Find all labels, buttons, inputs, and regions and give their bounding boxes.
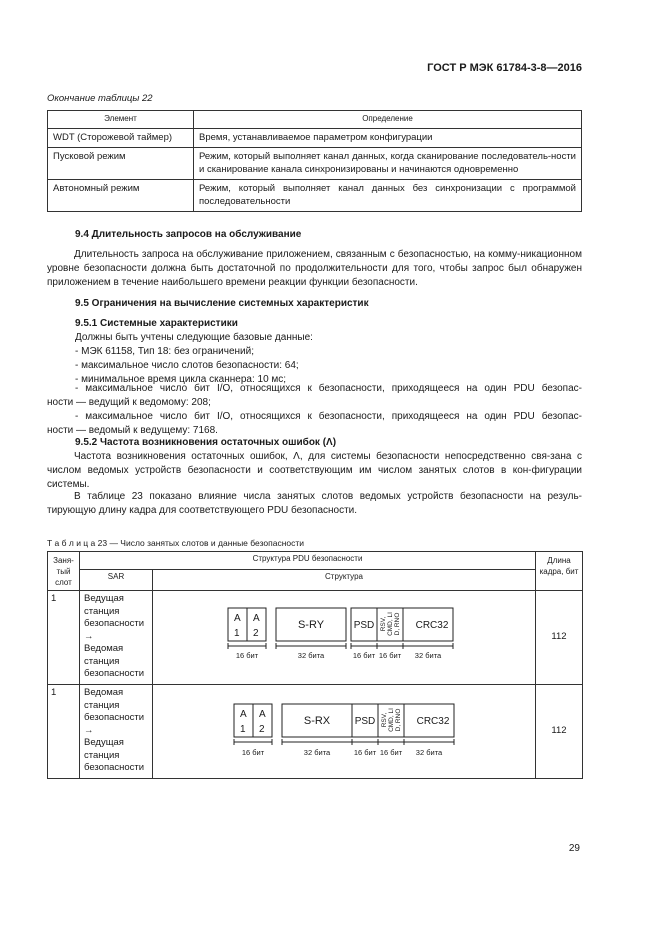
cell-element: Пусковой режим [48, 148, 194, 180]
list-item: - максимальное число бит I/O, относящихся к безопасности, приходящееся на один PDU безопас- [75, 411, 582, 422]
list-item-continuation: ности — ведомый к ведущему: 7168. [47, 425, 218, 436]
cell-frame-length: 112 [536, 591, 583, 685]
sar-line: Ведомая [84, 643, 124, 654]
table23-caption-prefix: Т а б л и ц а 23 [47, 538, 108, 548]
cell-slots: 1 [48, 591, 80, 685]
table-row [48, 180, 582, 212]
sar-line: безопасности [84, 762, 145, 773]
col-structure-header: Структура [153, 570, 536, 591]
list-item: - минимальное время цикла сканнера: 10 мс; [75, 374, 287, 385]
bits-label: 16 бит [352, 651, 376, 660]
table-row [48, 685, 583, 779]
section-9-5-2-title: 9.5.2 Частота возникновения остаточных ошибок (Λ) [75, 437, 337, 448]
field-a2-letter: A [259, 709, 266, 720]
section-9-5-title: 9.5 Ограничения на вычисление системных характеристик [75, 298, 369, 309]
cell-structure [153, 685, 536, 779]
sar-line: станция [84, 605, 120, 617]
bits-label: 32 бита [414, 651, 442, 660]
document-header: ГОСТ Р МЭК 61784-3-8—2016 [427, 62, 582, 74]
section-9-4-title: 9.4 Длительность запросов на обслуживание [75, 229, 302, 240]
field-a1-index: 1 [234, 628, 240, 639]
sar-line: станция [84, 699, 120, 711]
table23-caption-text: — Число занятых слотов и данные безопасности [107, 538, 305, 548]
field-rsv-line: RSV, [380, 616, 387, 632]
list-item: - максимальное число бит I/O, относящихся к безопасности, приходящееся на один PDU безопас- [75, 383, 582, 394]
table-header-row [48, 552, 583, 570]
table22-caption: Окончание таблицы 22 [47, 93, 153, 104]
section-9-4-text: Длительность запроса на обслуживание приложением, связанным с безопасностью, на комму-никационном уровне безопасности должна быть достаточной по продолжительности для того, чтобы запрос был обнаружен приложением в течение наибольшего времени реакции функции безопасности. [47, 249, 582, 289]
table-header-row [48, 111, 582, 129]
cell-element: WDT (Сторожевой таймер) [48, 128, 194, 148]
cell-definition: Режим, который выполняет канал данных без синхронизации с программой последовательности [194, 180, 582, 212]
list-intro: Должны быть учтены следующие базовые данные: [75, 332, 313, 343]
sar-line: станция [84, 749, 120, 761]
table-row [48, 128, 582, 148]
sar-line: безопасности [84, 668, 145, 679]
section-9-5-1-title: 9.5.1 Системные характеристики [75, 318, 238, 329]
sar-line: безопасности [84, 618, 145, 629]
col-element-header: Элемент [48, 111, 194, 129]
col-slots-header: Заня-тый слот [48, 552, 80, 591]
cell-structure [153, 591, 536, 685]
table-23 [47, 551, 583, 779]
sar-line: Ведущая [84, 593, 124, 604]
field-a2-index: 2 [253, 628, 259, 639]
field-seg-label: S-RX [303, 715, 331, 727]
field-psd-label: PSD [354, 716, 376, 727]
bits-label: 16 бит [235, 651, 259, 660]
field-rsv-line: D, RNO [395, 708, 402, 732]
field-psd-label: PSD [353, 620, 375, 631]
bits-label: 32 бита [303, 748, 331, 757]
cell-sar [80, 591, 153, 685]
field-a2-index: 2 [259, 724, 265, 735]
field-a1-letter: A [234, 613, 241, 624]
cell-definition: Время, устанавливаемое параметром конфигурации [194, 128, 582, 148]
field-a2-letter: A [253, 613, 260, 624]
sar-line: безопасности [84, 712, 145, 723]
bits-label: 16 бит [241, 748, 265, 757]
bits-label: 32 бита [297, 651, 325, 660]
page-number: 29 [568, 843, 580, 854]
col-frame-length-header: Длина кадра, бит [536, 552, 583, 591]
cell-definition: Режим, который выполняет канал данных, когда сканирование последователь-ности и сканирование канала синхронизированы и начинаются одновременно [194, 148, 582, 180]
field-rsv-line: D, RNO [394, 612, 401, 636]
cell-element: Автономный режим [48, 180, 194, 212]
table-row [48, 148, 582, 180]
pdu-diagram [153, 591, 524, 682]
field-crc-label: CRC32 [416, 716, 450, 727]
table-22 [47, 110, 582, 212]
pdu-diagram [153, 685, 524, 776]
bits-label: 16 бит [353, 748, 377, 757]
bits-label: 16 бит [379, 748, 403, 757]
field-rsv-line: CMD, LI [387, 612, 394, 636]
table-header-row [48, 570, 583, 591]
sar-line: Ведущая [84, 737, 124, 748]
table-row [48, 591, 583, 685]
sar-line: Ведомая [84, 687, 124, 698]
list-item: - максимальное число слотов безопасности: 64; [75, 360, 299, 371]
col-pdu-structure-header: Структура PDU безопасности [80, 552, 536, 570]
col-sar-header: SAR [80, 570, 153, 591]
field-rsv-line: RSV, [381, 712, 388, 728]
section-9-5-2-text: Частота возникновения остаточных ошибок, Λ, для системы безопасности непосредственно свя-зана с числом ведомых устройств безопасности и соответствующим им числом занятых слотов в кон-фигурации системы. [47, 451, 582, 491]
field-seg-label: S-RY [297, 619, 325, 631]
bits-label: 16 бит [378, 651, 402, 660]
arrow-icon: → [84, 724, 94, 736]
field-crc-label: CRC32 [415, 620, 449, 631]
cell-slots: 1 [48, 685, 80, 779]
table23-caption [47, 538, 304, 548]
field-a1-index: 1 [240, 724, 246, 735]
arrow-icon: → [84, 630, 94, 642]
col-definition-header: Определение [194, 111, 582, 129]
sar-line: станция [84, 655, 120, 667]
list-item-continuation: ности — ведущий к ведомому: 208; [47, 397, 211, 408]
section-9-5-2-text2: В таблице 23 показано влияние числа занятых слотов ведомых устройств безопасности на резуль-тирующую длину кадра для соответствующего PDU безопасности. [47, 491, 582, 517]
cell-frame-length: 112 [536, 685, 583, 779]
cell-sar [80, 685, 153, 779]
field-a1-letter: A [240, 709, 247, 720]
list-item: - МЭК 61158, Тип 18: без ограничений; [75, 346, 254, 357]
bits-label: 32 бита [415, 748, 443, 757]
field-rsv-line: CMD, LI [388, 708, 395, 732]
